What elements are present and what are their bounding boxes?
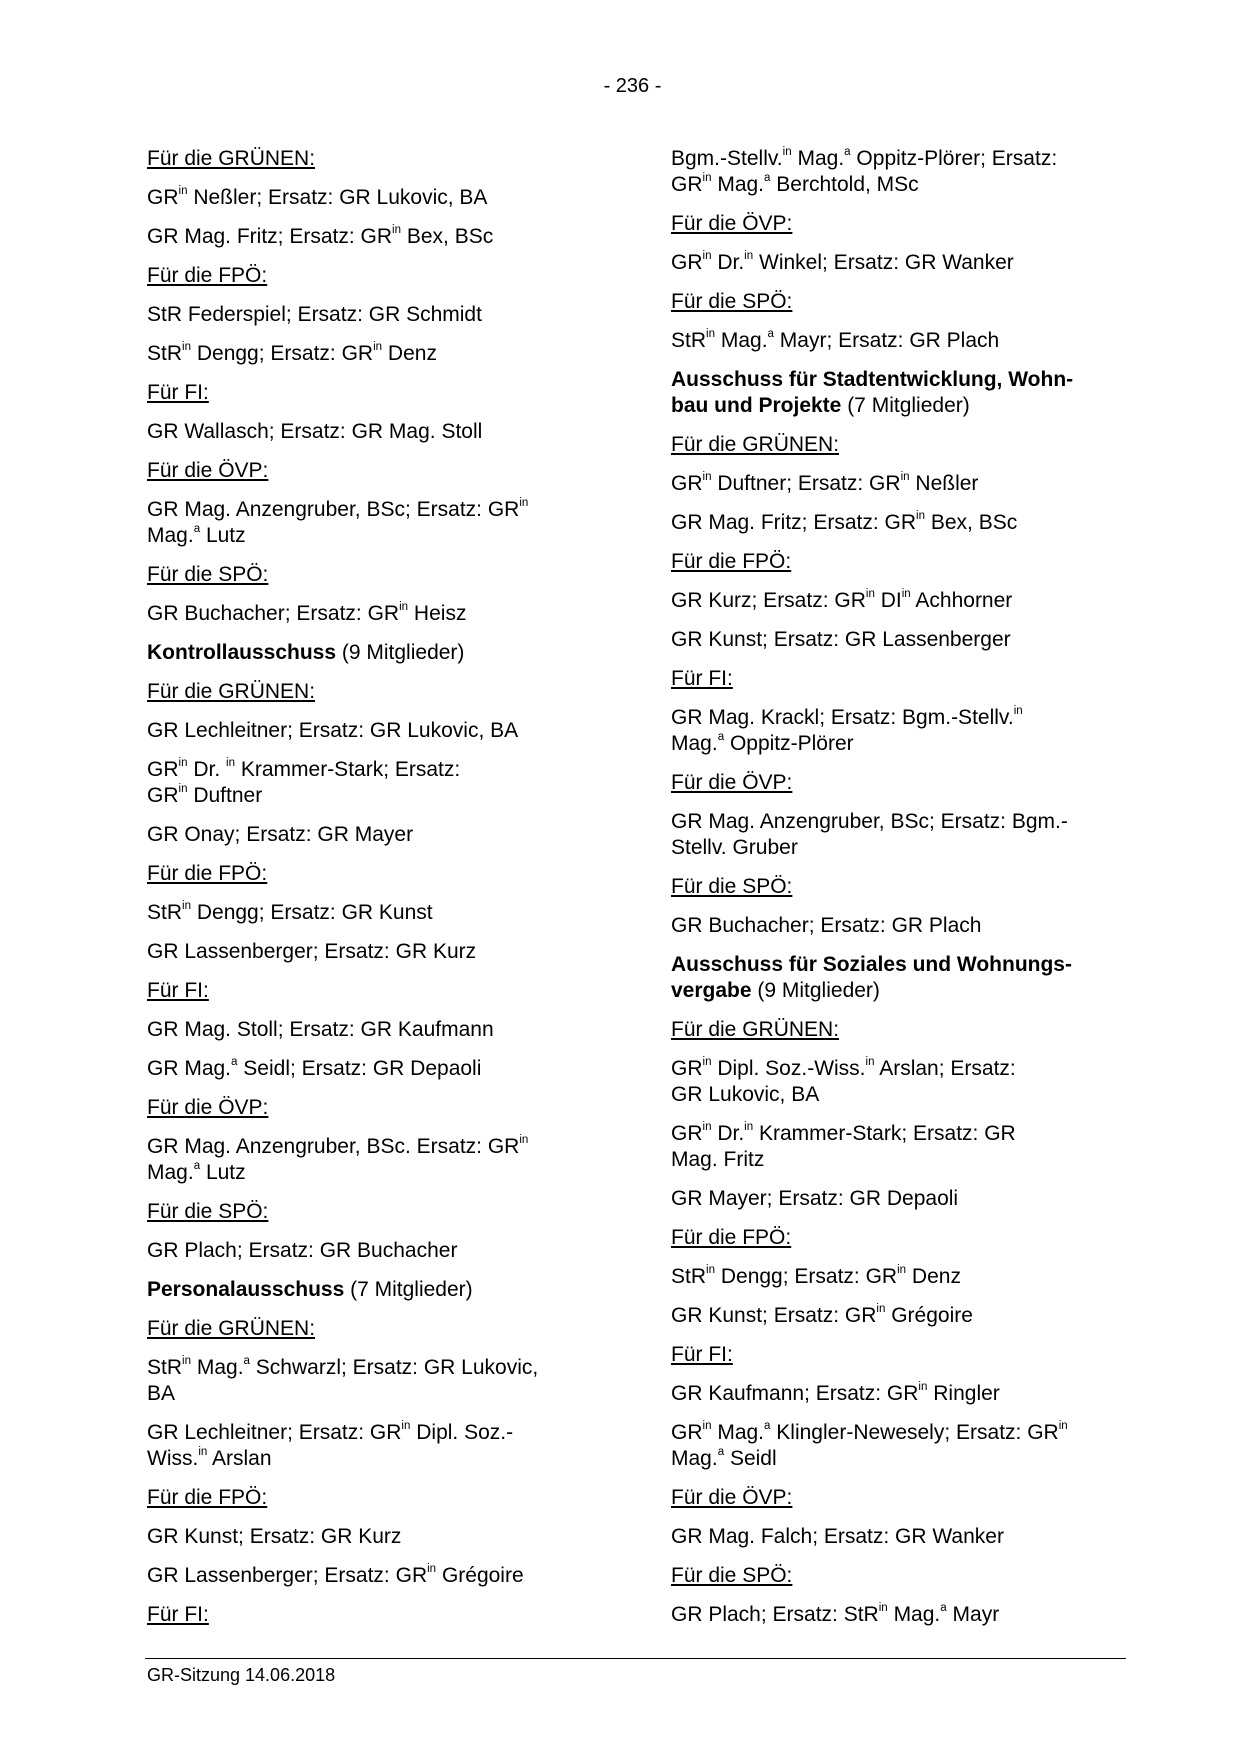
party-heading: Für die SPÖ: [671, 1564, 793, 1587]
member-entry: GR Mag. Stoll; Ersatz: GR Kaufmann [147, 1018, 494, 1041]
left-column [147, 146, 587, 1641]
member-entry: GR Buchacher; Ersatz: $GR^{in}$ Heisz [147, 601, 467, 625]
member-entry: GR Mag. Fritz; Ersatz: $GR^{in}$ Bex, BSc [671, 510, 1018, 534]
member-entry: StR$^{in}$ Dengg; Ersatz: GR Kunst [147, 900, 433, 924]
member-entry: GR Kunst; Ersatz: $GR^{in}$ Grégoire [671, 1303, 973, 1327]
member-entry: GR Mag. Krackl; Ersatz: Bgm.-Stellv.$^{in}$ Mag.$^a$ Oppitz-Plörer [671, 705, 1023, 755]
party-heading: Für FI: [671, 1343, 733, 1366]
party-heading: Für die GRÜNEN: [147, 680, 316, 703]
committee-heading [147, 1277, 587, 1303]
member-entry: GR Lassenberger; Ersatz: $GR^{in}$ Grégoire [147, 1563, 524, 1587]
party-heading: Für die SPÖ: [671, 875, 793, 898]
party-heading: Für die GRÜNEN: [671, 433, 840, 456]
party-heading: Für FI: [147, 381, 209, 404]
member-entry: GR Mag. Fritz; Ersatz: $GR^{in}$ Bex, BSc [147, 224, 494, 248]
footer-session-date: GR-Sitzung 14.06.2018 [147, 1665, 336, 1685]
member-entry: GR Lechleitner; Ersatz: $GR^{in}$ Dipl. Soz.- Wiss.$^{in}$ Arslan [147, 1420, 514, 1470]
member-entry: StR$^{in}$ Dengg; Ersatz: $GR^{in}$ Denz [147, 341, 437, 365]
member-entry: GR Mag. Falch; Ersatz: GR Wanker [671, 1525, 1004, 1548]
member-entry: GR Onay; Ersatz: GR Mayer [147, 823, 414, 846]
member-entry: GR Kaufmann; Ersatz: $GR^{in}$ Ringler [671, 1381, 1000, 1405]
party-heading: Für die ÖVP: [671, 212, 793, 235]
party-heading: Für die FPÖ: [671, 1226, 792, 1249]
committee-heading [147, 640, 587, 666]
committee-title: Ausschuss für Soziales und Wohnungs- vergabe [671, 953, 1072, 1002]
member-entry: GR Kunst; Ersatz: GR Lassenberger [671, 628, 1011, 651]
party-heading: Für die GRÜNEN: [671, 1018, 840, 1041]
member-entry: $GR^{in}$ Duftner; Ersatz: $GR^{in}$ Neßler [671, 471, 979, 495]
member-entry: GR Mag. Anzengruber, BSc. Ersatz: $GR^{in}$ Mag.$^a$ Lutz [147, 1134, 529, 1184]
member-entry: $GR^{in}$ Mag.$^a$ Klingler-Newesely; Ersatz: $GR^{in}$ Mag.$^a$ Seidl [671, 1420, 1068, 1470]
party-heading: Für die GRÜNEN: [147, 147, 316, 170]
member-entry: GR Plach; Ersatz: StR$^{in}$ Mag.$^a$ Mayr [671, 1602, 1000, 1626]
member-entry: StR Federspiel; Ersatz: GR Schmidt [147, 303, 482, 326]
party-heading: Für die SPÖ: [147, 563, 269, 586]
committee-member-count: (7 Mitglieder) [344, 1278, 473, 1301]
party-heading: Für die SPÖ: [147, 1200, 269, 1223]
member-entry: GR Kunst; Ersatz: GR Kurz [147, 1525, 402, 1548]
member-entry: $GR^{in}$ Dr.$^{in}$ Winkel; Ersatz: GR Wanker [671, 250, 1014, 274]
member-entry: $GR^{in}$ Dipl. Soz.-Wiss.$^{in}$ Arslan; Ersatz: GR Lukovic, BA [671, 1056, 1016, 1106]
party-heading: Für die GRÜNEN: [147, 1317, 316, 1340]
party-heading: Für die FPÖ: [147, 264, 268, 287]
member-entry: GR Mayer; Ersatz: GR Depaoli [671, 1187, 959, 1210]
member-entry: $GR^{in}$ Dr.$^{in}$ Krammer-Stark; Ersatz: GR Mag. Fritz [671, 1121, 1016, 1171]
party-heading: Für die FPÖ: [147, 862, 268, 885]
member-entry: GR Lechleitner; Ersatz: GR Lukovic, BA [147, 719, 519, 742]
member-entry: GR Wallasch; Ersatz: GR Mag. Stoll [147, 420, 483, 443]
member-entry: $GR^{in}$ Neßler; Ersatz: GR Lukovic, BA [147, 185, 488, 209]
member-entry: StR$^{in}$ Mag.$^a$ Schwarzl; Ersatz: GR Lukovic, BA [147, 1355, 539, 1405]
right-column [671, 146, 1126, 1641]
member-entry: GR Buchacher; Ersatz: GR Plach [671, 914, 982, 937]
member-entry: StR$^{in}$ Mag.$^a$ Mayr; Ersatz: GR Plach [671, 328, 1000, 352]
party-heading: Für die SPÖ: [671, 290, 793, 313]
committee-member-count: (7 Mitglieder) [841, 394, 970, 417]
party-heading: Für die ÖVP: [671, 771, 793, 794]
member-entry: GR Mag. Anzengruber, BSc; Ersatz: Bgm.- Stellv. Gruber [671, 810, 1068, 859]
committee-member-count: (9 Mitglieder) [751, 979, 880, 1002]
member-entry: StR$^{in}$ Dengg; Ersatz: $GR^{in}$ Denz [671, 1264, 961, 1288]
party-heading: Für FI: [147, 1603, 209, 1626]
party-heading: Für die FPÖ: [147, 1486, 268, 1509]
party-heading: Für die ÖVP: [671, 1486, 793, 1509]
committee-title: Kontrollausschuss [147, 641, 337, 664]
committee-title: Ausschuss für Stadtentwicklung, Wohn- bau und Projekte [671, 368, 1074, 417]
member-entry: GR Plach; Ersatz: GR Buchacher [147, 1239, 458, 1262]
party-heading: Für FI: [147, 979, 209, 1002]
page-number: - 236 - [603, 75, 662, 97]
party-heading: Für die ÖVP: [147, 459, 269, 482]
party-heading: Für die ÖVP: [147, 1096, 269, 1119]
member-entry: GR Kurz; Ersatz: $GR^{in}$ $DI^{in}$ Achhorner [671, 588, 1013, 612]
committee-member-count: (9 Mitglieder) [336, 641, 465, 664]
member-entry: GR Mag. Anzengruber, BSc; Ersatz: $GR^{in}$ Mag.$^a$ Lutz [147, 497, 529, 547]
committee-title: Personalausschuss [147, 1278, 345, 1301]
member-entry: GR Lassenberger; Ersatz: GR Kurz [147, 940, 477, 963]
member-entry: GR Mag.$^a$ Seidl; Ersatz: GR Depaoli [147, 1056, 482, 1080]
member-entry: $GR^{in}$ Dr. $^{in}$ Krammer-Stark; Ersatz: $GR^{in}$ Duftner [147, 757, 461, 807]
committee-heading [671, 367, 1126, 419]
committee-heading [671, 952, 1126, 1004]
party-heading: Für FI: [671, 667, 733, 690]
member-entry: Bgm.-Stellv.$^{in}$ Mag.$^a$ Oppitz-Plörer; Ersatz: $GR^{in}$ Mag.$^a$ Berchtold, MSc [671, 146, 1058, 196]
party-heading: Für die FPÖ: [671, 550, 792, 573]
footer-divider [145, 1658, 1126, 1659]
